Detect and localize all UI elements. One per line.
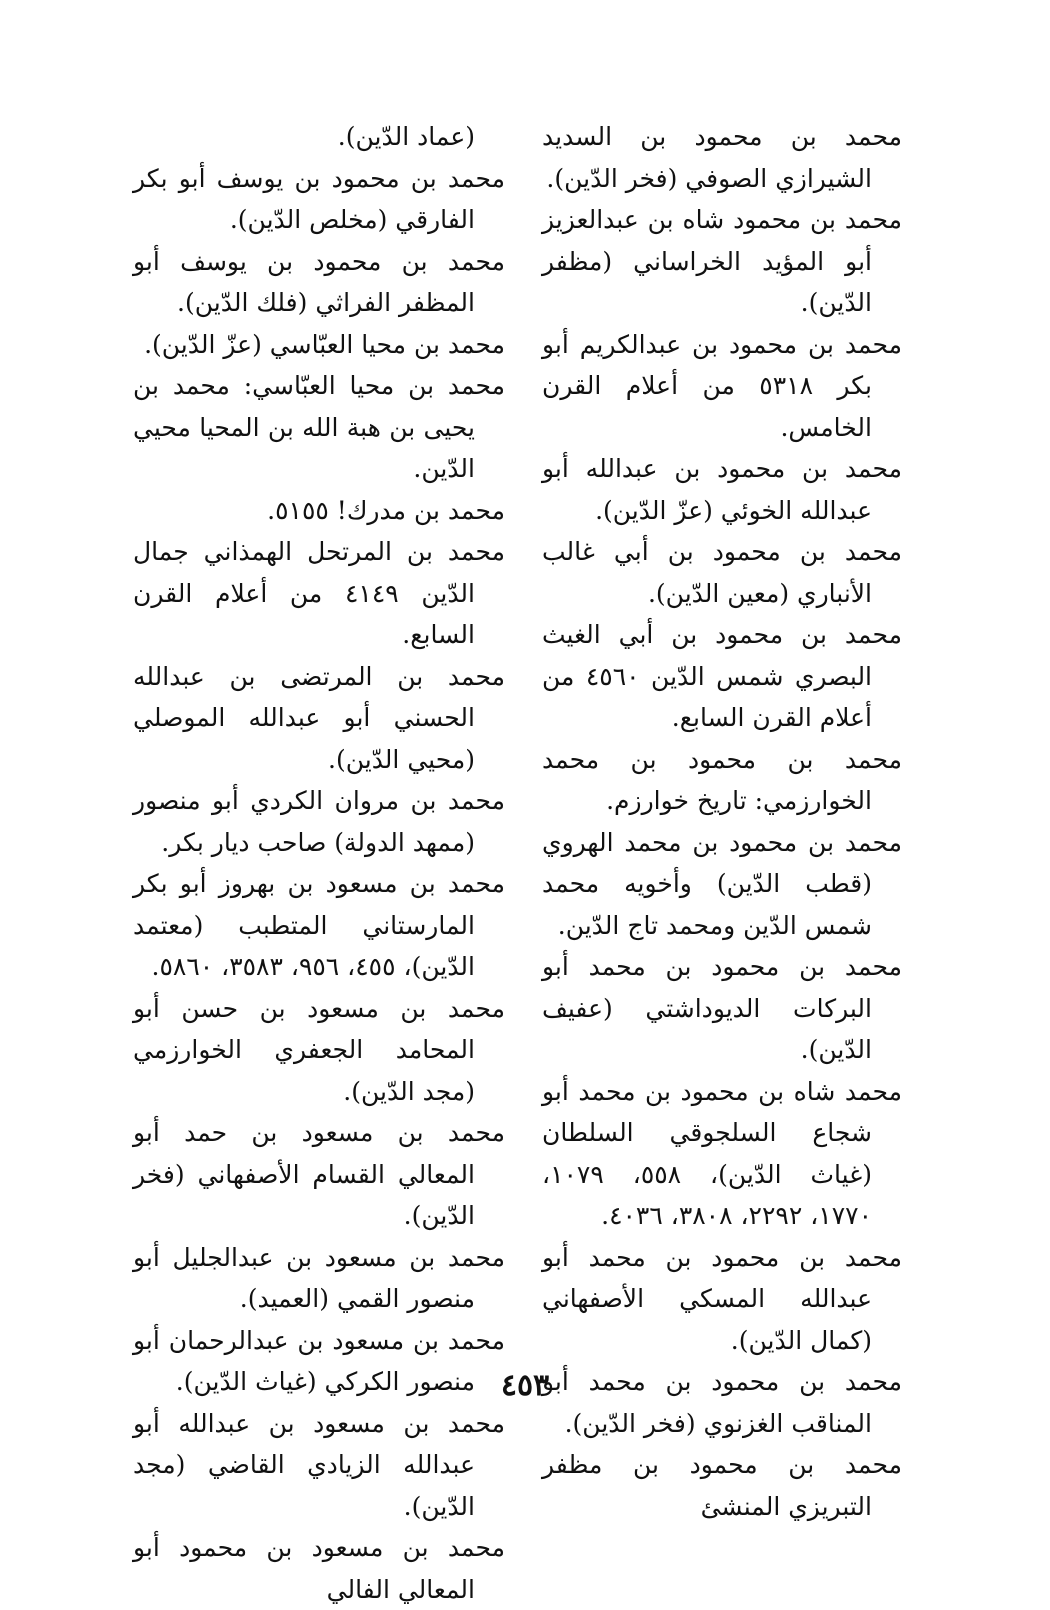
index-entry: محمد بن مسعود بن عبدالرحمان أبو منصور الكركي (غياث الدّين). bbox=[133, 1325, 505, 1396]
index-entry: محمد بن محمود بن عبدالله أبو عبدالله الخوئي (عزّ الدّين). bbox=[542, 454, 902, 525]
index-entry: محمد شاه بن محمود بن محمد أبو شجاع السلجوقي السلطان (غياث الدّين)، ٥٥٨، ١٠٧٩، ١٧٧٠، ٢٢٩٢، ٣٨٠٨، ٤٠٣٦. bbox=[542, 1076, 902, 1230]
index-entry: محمد بن مدرك! ٥١٥٥. bbox=[267, 495, 505, 525]
index-entry: محمد بن محمود بن محمد أبو المناقب الغزنوي (فخر الدّين). bbox=[542, 1367, 902, 1438]
index-entry: محمد بن محمود بن محمد أبو البركات الديوداشتي (عفيف الدّين). bbox=[542, 952, 902, 1064]
index-entry: محمد بن مسعود بن بهروز أبو بكر المارستاني المتطبب (معتمد الدّين)، ٤٥٥، ٩٥٦، ٣٥٨٣، ٥٨٦٠. bbox=[133, 869, 505, 981]
index-entry: محمد بن محمود بن محمد أبو عبدالله المسكي الأصفهاني (كمال الدّين). bbox=[542, 1242, 902, 1355]
index-entry: محمد بن مسعود بن حسن أبو المحامد الجعفري الخوارزمي (مجد الدّين). bbox=[133, 993, 505, 1106]
index-entry: محمد بن مسعود بن محمود أبو المعالي الفالي bbox=[133, 1533, 505, 1604]
index-entry-continuation: (عماد الدّين). bbox=[337, 122, 475, 151]
index-entry: محمد بن محمود بن السديد الشيرازي الصوفي (فخر الدّين). bbox=[542, 122, 902, 193]
index-entry: محمد بن محمود بن يوسف أبو بكر الفارقي (مخلص الدّين). bbox=[133, 163, 505, 234]
right-column bbox=[542, 116, 902, 1527]
index-entry: محمد بن مسعود بن عبدالله أبو عبدالله الزيادي القاضي (مجد الدّين). bbox=[133, 1408, 505, 1521]
index-entry: محمد بن محمود شاه بن عبدالعزيز أبو المؤيد الخراساني (مظفر الدّين). bbox=[542, 205, 902, 317]
index-entry: محمد بن محمود بن محمد الخوارزمي: تاريخ خوارزم. bbox=[542, 744, 902, 815]
index-entry: محمد بن محمود بن مظفر التبريزي المنشئ bbox=[542, 1450, 902, 1521]
index-entry: محمد بن المرتحل الهمذاني جمال الدّين ٤١٤٩ من أعلام القرن السابع. bbox=[133, 537, 505, 649]
index-entry: محمد بن محمود بن أبي الغيث البصري شمس الدّين ٤٥٦٠ من أعلام القرن السابع. bbox=[542, 620, 902, 732]
page-number: ٤٥٣ bbox=[500, 1368, 550, 1403]
index-entry: محمد بن محمود بن يوسف أبو المظفر الفراثي (فلك الدّين). bbox=[133, 246, 505, 317]
index-entry: محمد بن محمود بن محمد الهروي (قطب الدّين) وأخويه محمد شمس الدّين ومحمد تاج الدّين. bbox=[542, 827, 902, 940]
index-entry: محمد بن مسعود بن عبدالجليل أبو منصور القمي (العميد). bbox=[133, 1242, 505, 1313]
index-entry: محمد بن محيا العبّاسي (عزّ الدّين). bbox=[144, 329, 505, 359]
index-entry: محمد بن مروان الكردي أبو منصور (ممهد الدولة) صاحب ديار بكر. bbox=[133, 786, 505, 857]
index-entry: محمد بن محمود بن أبي غالب الأنباري (معين الدّين). bbox=[542, 537, 902, 608]
index-entry: محمد بن المرتضى بن عبدالله الحسني أبو عبدالله الموصلي (محيي الدّين). bbox=[133, 661, 505, 774]
index-entry: محمد بن مسعود بن حمد أبو المعالي القسام الأصفهاني (فخر الدّين). bbox=[133, 1118, 505, 1230]
index-entry: محمد بن محيا العبّاسي: محمد بن يحيى بن هبة الله بن المحيا محيي الدّين. bbox=[133, 371, 505, 483]
index-entry: محمد بن محمود بن عبدالكريم أبو بكر ٥٣١٨ من أعلام القرن الخامس. bbox=[542, 329, 902, 442]
